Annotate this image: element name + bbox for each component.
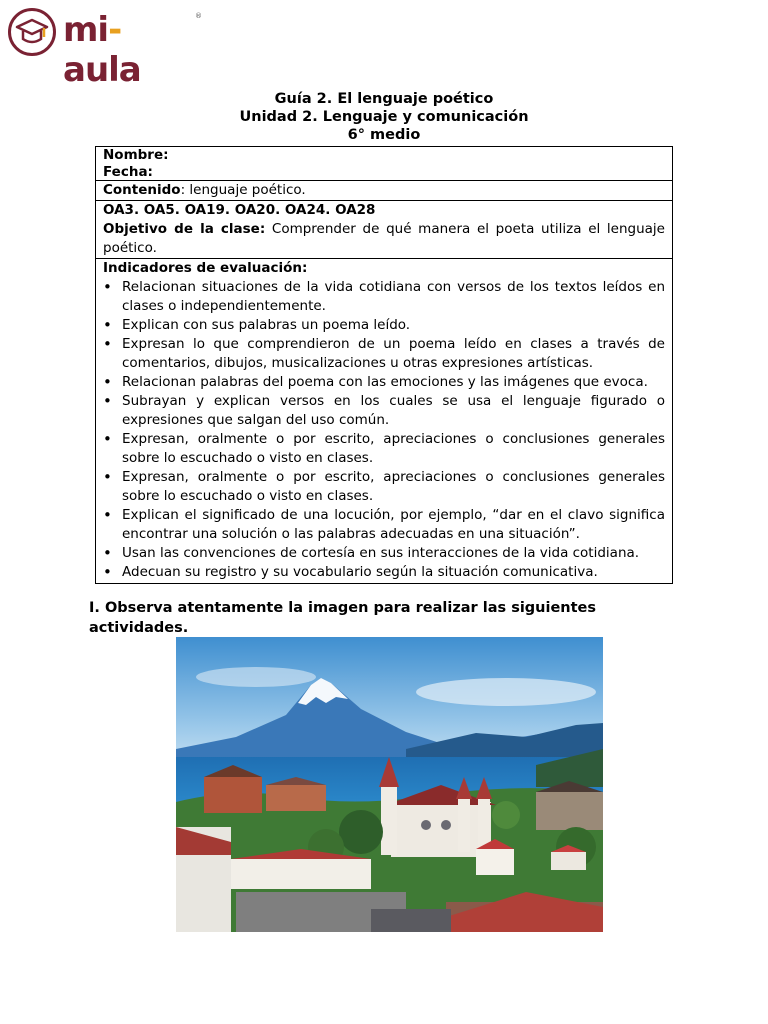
list-item: • Explican con sus palabras un poema leído. (103, 316, 665, 335)
registered-mark: ® (195, 12, 202, 20)
contenido-label: Contenido (103, 182, 181, 198)
list-item: • Usan las convenciones de cortesía en sus interacciones de la vida cotidiana. (103, 544, 665, 563)
objective-cell (96, 201, 673, 259)
indicators-cell (96, 259, 673, 584)
contenido-value: : lenguaje poético. (180, 182, 306, 198)
list-item: • Relacionan palabras del poema con las emociones y las imágenes que evoca. (103, 373, 665, 392)
list-item: • Expresan, oralmente o por escrito, apreciaciones o conclusiones generales sobre lo escuchado o visto en clases. (103, 468, 665, 506)
unit-title: Unidad 2. Lenguaje y comunicación (239, 109, 529, 125)
list-item: • Relacionan situaciones de la vida cotidiana con versos de los textos leídos en clases o independientemente. (103, 278, 665, 316)
content-cell (96, 181, 673, 201)
guide-title: Guía 2. El lenguaje poético (274, 91, 494, 107)
objetivo-label: Objetivo de la clase: (103, 221, 266, 237)
guide-info-table (95, 146, 673, 584)
list-item: • Adecuan su registro y su vocabulario según la situación comunicativa. (103, 563, 665, 582)
indicators-list (103, 278, 665, 582)
indicadores-label: Indicadores de evaluación: (103, 260, 308, 276)
brand-logo (8, 8, 202, 90)
nombre-label: Nombre: (103, 147, 169, 163)
graduation-cap-icon (8, 8, 56, 56)
brand-name: mi-aula (63, 10, 141, 90)
document-title-block (0, 90, 768, 144)
fecha-label: Fecha: (103, 163, 153, 180)
objective-text (103, 220, 665, 258)
grade-title: 6° medio (347, 127, 421, 143)
oa-codes: OA3. OA5. OA19. OA20. OA24. OA28 (103, 202, 376, 218)
list-item: • Explican el significado de una locución, por ejemplo, “dar en el clavo significa encontrar una solución o las palabras adecuadas en una situación”. (103, 506, 665, 544)
list-item: • Expresan, oralmente o por escrito, apreciaciones o conclusiones generales sobre lo escuchado o visto en clases. (103, 430, 665, 468)
list-item: • Expresan lo que comprendieron de un poema leído en clases a través de comentarios, dibujos, musicalizaciones u otras expresiones artísticas. (103, 335, 665, 373)
list-item: • Subrayan y explican versos en los cuales se usa el lenguaje figurado o expresiones que salgan del uso común. (103, 392, 665, 430)
lake-town-volcano-photo (176, 637, 603, 932)
student-info-cell (96, 147, 673, 181)
objetivo-value: Comprender de qué manera el poeta utiliza el lenguaje poético. (103, 221, 665, 256)
activity-instruction: I. Observa atentamente la imagen para realizar las siguientes actividades. (89, 600, 597, 636)
